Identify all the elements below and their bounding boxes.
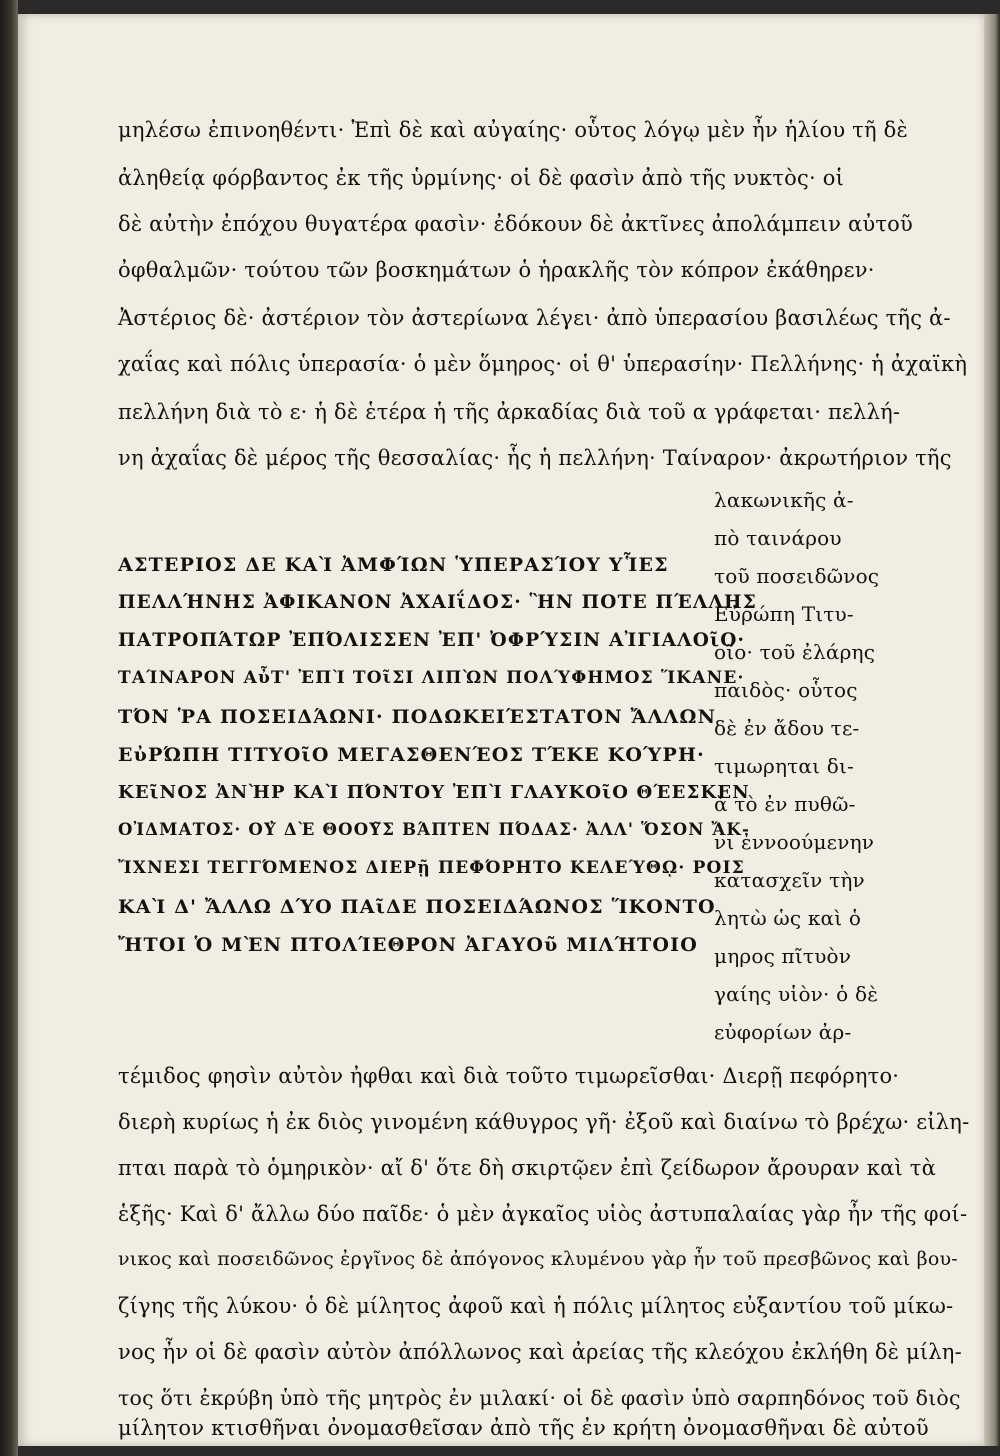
margin-line: μηρος πῖτυὸν [714,944,852,968]
commentary-line: διερὴ κυρίως ἡ ἐκ διὸς γινομένη κάθυγρος γῆ· ἐξοῦ καὶ διαίνω τὸ βρέχω· εἰλη- [118,1110,970,1134]
commentary-line: ἑξῆς· Καὶ δ' ἄλλω δύο παῖδε· ὁ μὲν ἀγκαῖος υἱὸς ἀστυπαλαίας γὰρ ἦν τῆς φοί- [118,1202,968,1226]
margin-line: δὲ ἐν ἄδου τε- [714,716,860,740]
commentary-line: ζίγης τῆς λύκου· ὁ δὲ μίλητος ἀφοῦ καὶ ἡ πόλις μίλητος εὐξαντίου τοῦ μίκω- [118,1294,954,1318]
margin-line: ὰ τὸ ἐν πυθῶ- [714,792,856,816]
poem-line: ΚΑῚ Δ' ἌΛΛΩ ΔΎΟ ΠΑῖΔΕ ΠΟΣΕΙΔΆΩΝΟΣ ἽΚΟΝΤΟ [118,896,716,918]
commentary-line: ὀφθαλμῶν· τούτου τῶν βοσκημάτων ὁ ἡρακλῆς τὸν κόπρον ἐκάθηρεν· [118,258,875,282]
commentary-line: Ἀστέριος δὲ· ἀστέριον τὸν ἀστερίωνα λέγει· ἀπὸ ὑπερασίου βασιλέως τῆς ἀ- [118,306,951,330]
commentary-line: νη ἀχαΐας δὲ μέρος τῆς θεσσαλίας· ἧς ἡ πελλήνη· Ταίναρον· ἀκρωτήριον τῆς [118,446,952,470]
commentary-line: μηλέσω ἐπινοηθέντι· Ἐπὶ δὲ καὶ αὐγαίης· οὗτος λόγῳ μὲν ἦν ἡλίου τῆ δὲ [118,118,908,142]
margin-line: πὸ ταινάρου [714,526,842,550]
poem-line: ΤΌΝ ῬΑ ΠΟΣΕΙΔΆΩΝΙ· ΠΟΔΩΚΕΙΈΣΤΑΤΟΝ ἌΛΛΩΝ [118,706,717,728]
margin-line: κατασχεῖν τὴν [714,868,865,892]
commentary-line: νικος καὶ ποσειδῶνος ἐργῖνος δὲ ἀπόγονος κλυμένου γὰρ ἦν τοῦ πρεσβῶνος καὶ βου- [118,1248,958,1270]
commentary-line: χαΐας καὶ πόλις ὑπερασία· ὁ μὲν ὅμηρος· οἱ θ' ὑπερασίην· Πελλήνης· ἡ ἀχαϊκὴ [118,352,968,376]
poem-line: ΑΣΤΕΡΙΟΣ ΔΕ ΚΑῚ ἈΜΦΊΩΝ ὙΠΕΡΑΣΊΟΥ ΥἿΕΣ [118,554,669,576]
margin-line: παιδὸς· οὗτος [714,678,858,702]
poem-line: ΠΑΤΡΟΠΆΤΩΡ ἘΠΌΛΙΣΣΕΝ ἘΠ' ὈΦΡΎΣΙΝ ΑἸΓΙΑΛΟῖΟ· [118,630,746,651]
margin-line: εὐφορίων ἀρ- [714,1020,852,1044]
commentary-line: πελλήνη διὰ τὸ ε· ἡ δὲ ἑτέρα ἡ τῆς ἀρκαδίας διὰ τοῦ α γράφεται· πελλή- [118,400,901,424]
poem-line: ΕὐΡΏΠΗ ΤΙΤΥΟῖΟ ΜΕΓΑΣΘΕΝΈΟΣ ΤΈΚΕ ΚΟΎΡΗ· [118,744,705,766]
poem-line: ἼΧΝΕΣΙ ΤΕΓΓΌΜΕΝΟΣ ΔΙΕΡῇ ΠΕΦΌΡΗΤΟ ΚΕΛΕΎΘῼ· ΡΟΙΣ [118,858,745,878]
margin-line: τοῦ ποσειδῶνος [714,564,880,588]
commentary-line: μίλητον κτισθῆναι ὀνομασθεῖσαν ἀπὸ τῆς ἐν κρήτη ὀνομασθῆναι δὲ αὐτοῦ [118,1416,929,1440]
margin-line: λακωνικῆς ἀ- [714,488,854,512]
commentary-line: δὲ αὐτὴν ἐπόχου θυγατέρα φασὶν· ἐδόκουν δὲ ἀκτῖνες ἀπολάμπειν αὐτοῦ [118,212,913,236]
poem-line: ΤΑΊΝΑΡΟΝ ΑὖΤ' ἘΠῚ ΤΟῖΣΙ ΛΙΠῺΝ ΠΟΛΎΦΗΜΟΣ ἽΚΑΝΕ· [118,668,745,688]
margin-line: οῖο· τοῦ ἐλάρης [714,640,876,664]
page-edge [984,14,1000,1446]
poem-line: ΚΕῖΝΟΣ ἈΝῊΡ ΚΑῚ ΠΌΝΤΟΥ ἘΠῚ ΓΛΑΥΚΟῖΟ ΘΈΕΣΚΕΝ [118,782,750,803]
margin-line: τιμωρηται δι- [714,754,854,778]
poem-line: ἬΤΟΙ Ὁ ΜῈΝ ΠΤΟΛΊΕΘΡΟΝ ἈΓΑΥΟῦ ΜΙΛΉΤΟΙΟ [118,934,698,956]
poem-line: ΠΕΛΛΉΝΗΣ ἈΦΙΚΑΝΟΝ ἈΧΑΙΐΔΟΣ· ἫΝ ΠΟΤΕ ΠΈΛΛΗΣ [118,592,757,613]
margin-line: γαίης υἱὸν· ὁ δὲ [714,982,879,1006]
poem-line: ΟἸΔΜΑΤΟΣ· ΟΥ̓ ΔῈ ΘΟΟΥ̃Σ ΒΆΠΤΕΝ ΠΌΔΑΣ· ἈΛΛ' ὍΣΟΝ ἌΚ- [118,820,751,839]
book-gutter [0,0,18,1456]
commentary-line: τέμιδος φησὶν αὐτὸν ἠφθαι καὶ διὰ τοῦτο τιμωρεῖσθαι· Διερῇ πεφόρητο· [118,1064,900,1088]
commentary-line: τος ὅτι ἐκρύβη ὑπὸ τῆς μητρὸς ἐν μιλακί· οἱ δὲ φασὶν ὑπὸ σαρπηδόνος τοῦ διὸς [118,1386,961,1410]
commentary-line: νος ἦν οἱ δὲ φασὶν αὐτὸν ἀπόλλωνος καὶ ἀρείας τῆς κλεόχου ἐκλήθη δὲ μίλη- [118,1340,962,1364]
margin-line: λητὼ ὡς καὶ ὁ [714,906,862,930]
commentary-line: πται παρὰ τὸ ὁμηρικὸν· αἴ δ' ὅτε δὴ σκιρτῷεν ἐπὶ ζείδωρον ἄρουραν καὶ τὰ [118,1156,936,1180]
margin-line: Εὐρώπη Τιτυ- [714,602,854,626]
commentary-line: ἀληθείᾳ φόρβαντος ἐκ τῆς ὑρμίνης· οἱ δὲ φασὶν ἀπὸ τῆς νυκτὸς· οἱ [118,166,844,190]
book-page [18,14,984,1446]
margin-line: νι ἐννοούμενην [714,830,875,854]
